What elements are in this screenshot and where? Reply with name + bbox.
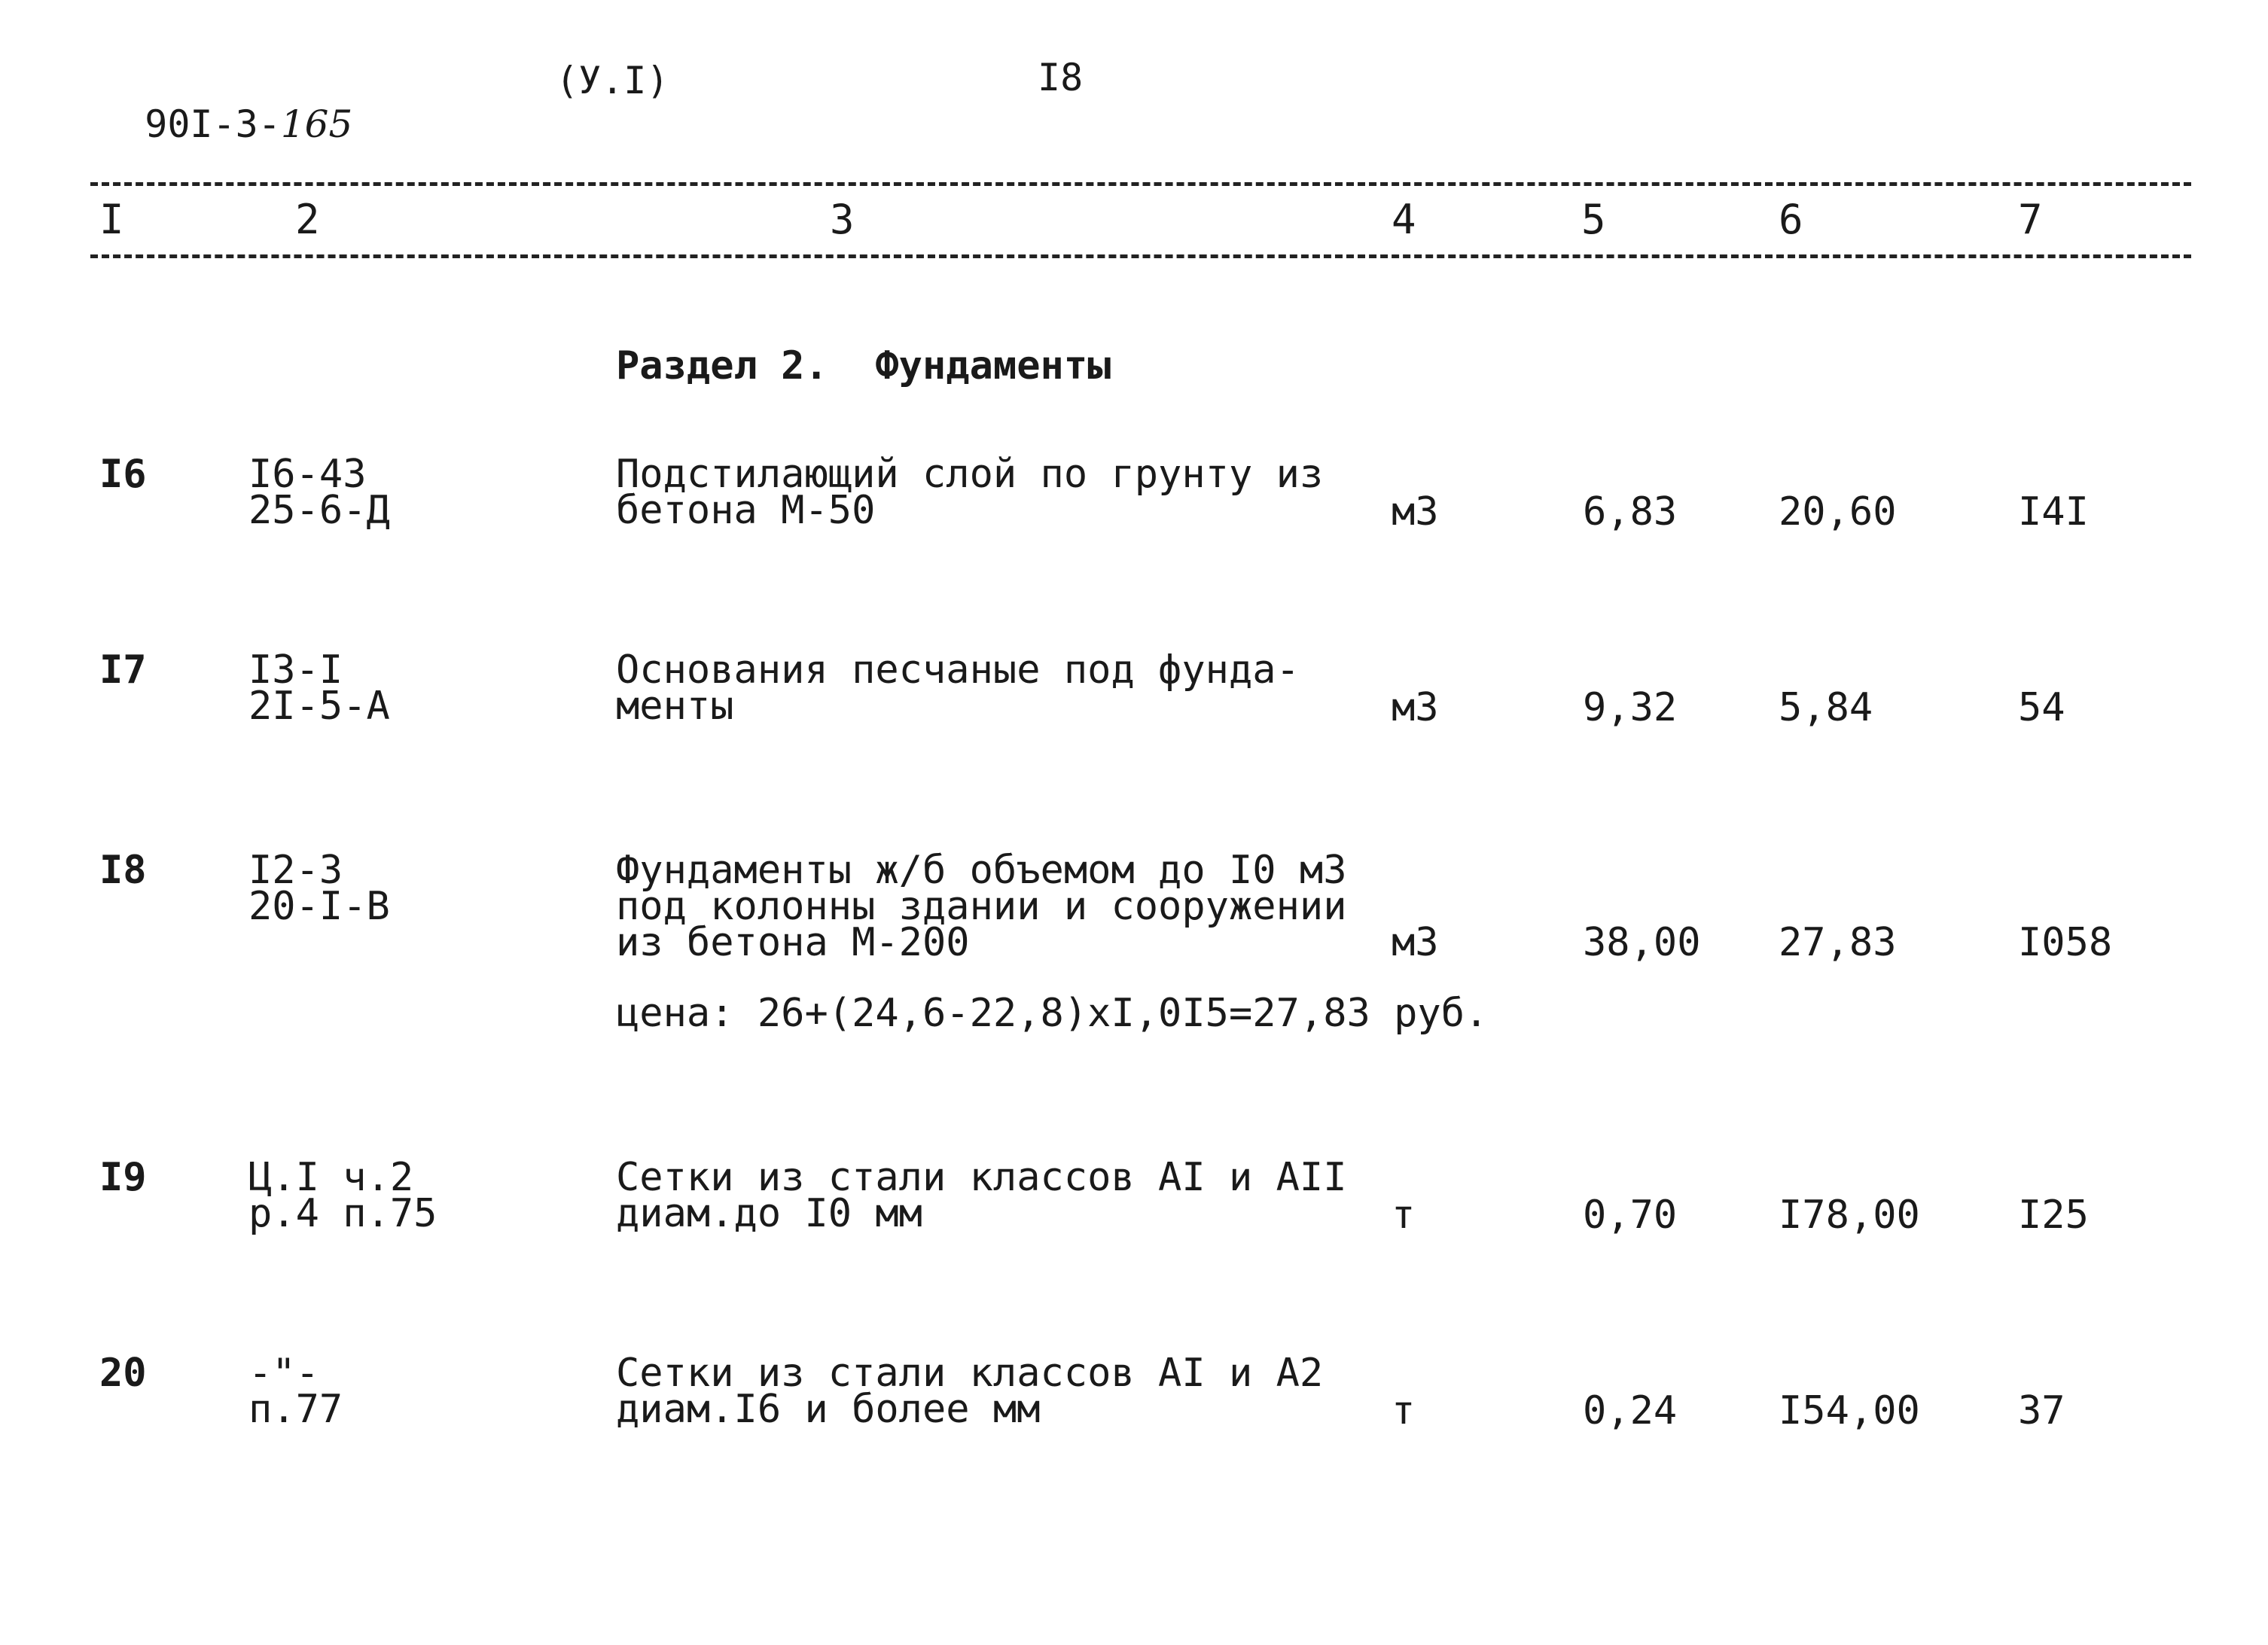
row-description-line: менты: [616, 684, 734, 729]
row-unit: м3: [1392, 920, 1439, 965]
row-unit: м3: [1392, 685, 1439, 730]
row-description-line: Сетки из стали классов АI и А2: [616, 1351, 1324, 1396]
row-description-line: диам.до I0 мм: [616, 1191, 922, 1236]
document-code-printed: 90I-3-: [145, 102, 281, 146]
column-header-4: 4: [1392, 196, 1416, 243]
row-quantity: 38,00: [1583, 920, 1701, 965]
row-quantity: 0,70: [1583, 1193, 1678, 1238]
header-rule-bottom: [90, 254, 2191, 258]
row-unit: м3: [1392, 489, 1439, 535]
row-total: I4I: [2018, 489, 2089, 535]
row-reference-1: -"-: [248, 1351, 319, 1396]
row-description-line: под колонны здании и сооружении: [616, 884, 1347, 929]
row-unit-price: 20,60: [1779, 489, 1897, 535]
row-number: 20: [99, 1351, 147, 1396]
row-number: I9: [99, 1155, 147, 1200]
row-reference-1: Ц.I ч.2: [248, 1155, 414, 1200]
row-reference-2: п.77: [248, 1387, 343, 1432]
row-total: I25: [2018, 1193, 2089, 1238]
row-description-line: диам.I6 и более мм: [616, 1387, 1041, 1432]
section-title: Раздел 2. Фундаменты: [616, 343, 1111, 388]
row-reference-2: 25-6-Д: [248, 488, 390, 533]
column-header-3: 3: [830, 196, 855, 243]
row-description-line: Основания песчаные под фунда-: [616, 647, 1300, 693]
row-unit-price: I78,00: [1779, 1193, 1920, 1238]
row-description-line: Фундаменты ж/б объемом до I0 м3: [616, 848, 1347, 893]
row-total: I058: [2018, 920, 2113, 965]
page-number: I8: [1038, 56, 1084, 99]
row-unit-price: 5,84: [1779, 685, 1873, 730]
volume-label: (У.I): [556, 59, 669, 102]
document-code: [99, 59, 352, 146]
row-total: 37: [2018, 1388, 2065, 1433]
column-header-6: 6: [1779, 196, 1803, 243]
row-unit-price: 27,83: [1779, 920, 1897, 965]
row-description-line: из бетона М-200: [616, 920, 970, 965]
row-reference-2: р.4 п.75: [248, 1191, 437, 1236]
row-total: 54: [2018, 685, 2065, 730]
column-header-1: I: [99, 196, 124, 243]
column-header-2: 2: [295, 196, 320, 243]
row-unit-price: I54,00: [1779, 1388, 1920, 1433]
row-quantity: 9,32: [1583, 685, 1678, 730]
row-reference-2: 20-I-В: [248, 884, 390, 929]
row-reference-1: I3-I: [248, 647, 343, 693]
row-quantity: 6,83: [1583, 489, 1678, 535]
row-price-note: цена: 26+(24,6-22,8)хI,0I5=27,83 руб.: [616, 991, 1489, 1036]
row-unit: т: [1392, 1193, 1416, 1238]
column-header-7: 7: [2018, 196, 2043, 243]
row-number: I8: [99, 848, 147, 893]
row-number: I7: [99, 647, 147, 693]
row-description-line: Сетки из стали классов АI и АII: [616, 1155, 1347, 1200]
row-unit: т: [1392, 1388, 1416, 1433]
document-code-handwritten: 165: [280, 102, 353, 146]
row-description-line: бетона М-50: [616, 488, 876, 533]
header-rule-top: [90, 182, 2191, 186]
column-header-5: 5: [1581, 196, 1606, 243]
row-reference-2: 2I-5-А: [248, 684, 390, 729]
row-reference-1: I2-3: [248, 848, 343, 893]
row-description-line: Подстилающий слой по грунту из: [616, 452, 1324, 497]
row-reference-1: I6-43: [248, 452, 367, 497]
row-number: I6: [99, 452, 147, 497]
row-quantity: 0,24: [1583, 1388, 1678, 1433]
